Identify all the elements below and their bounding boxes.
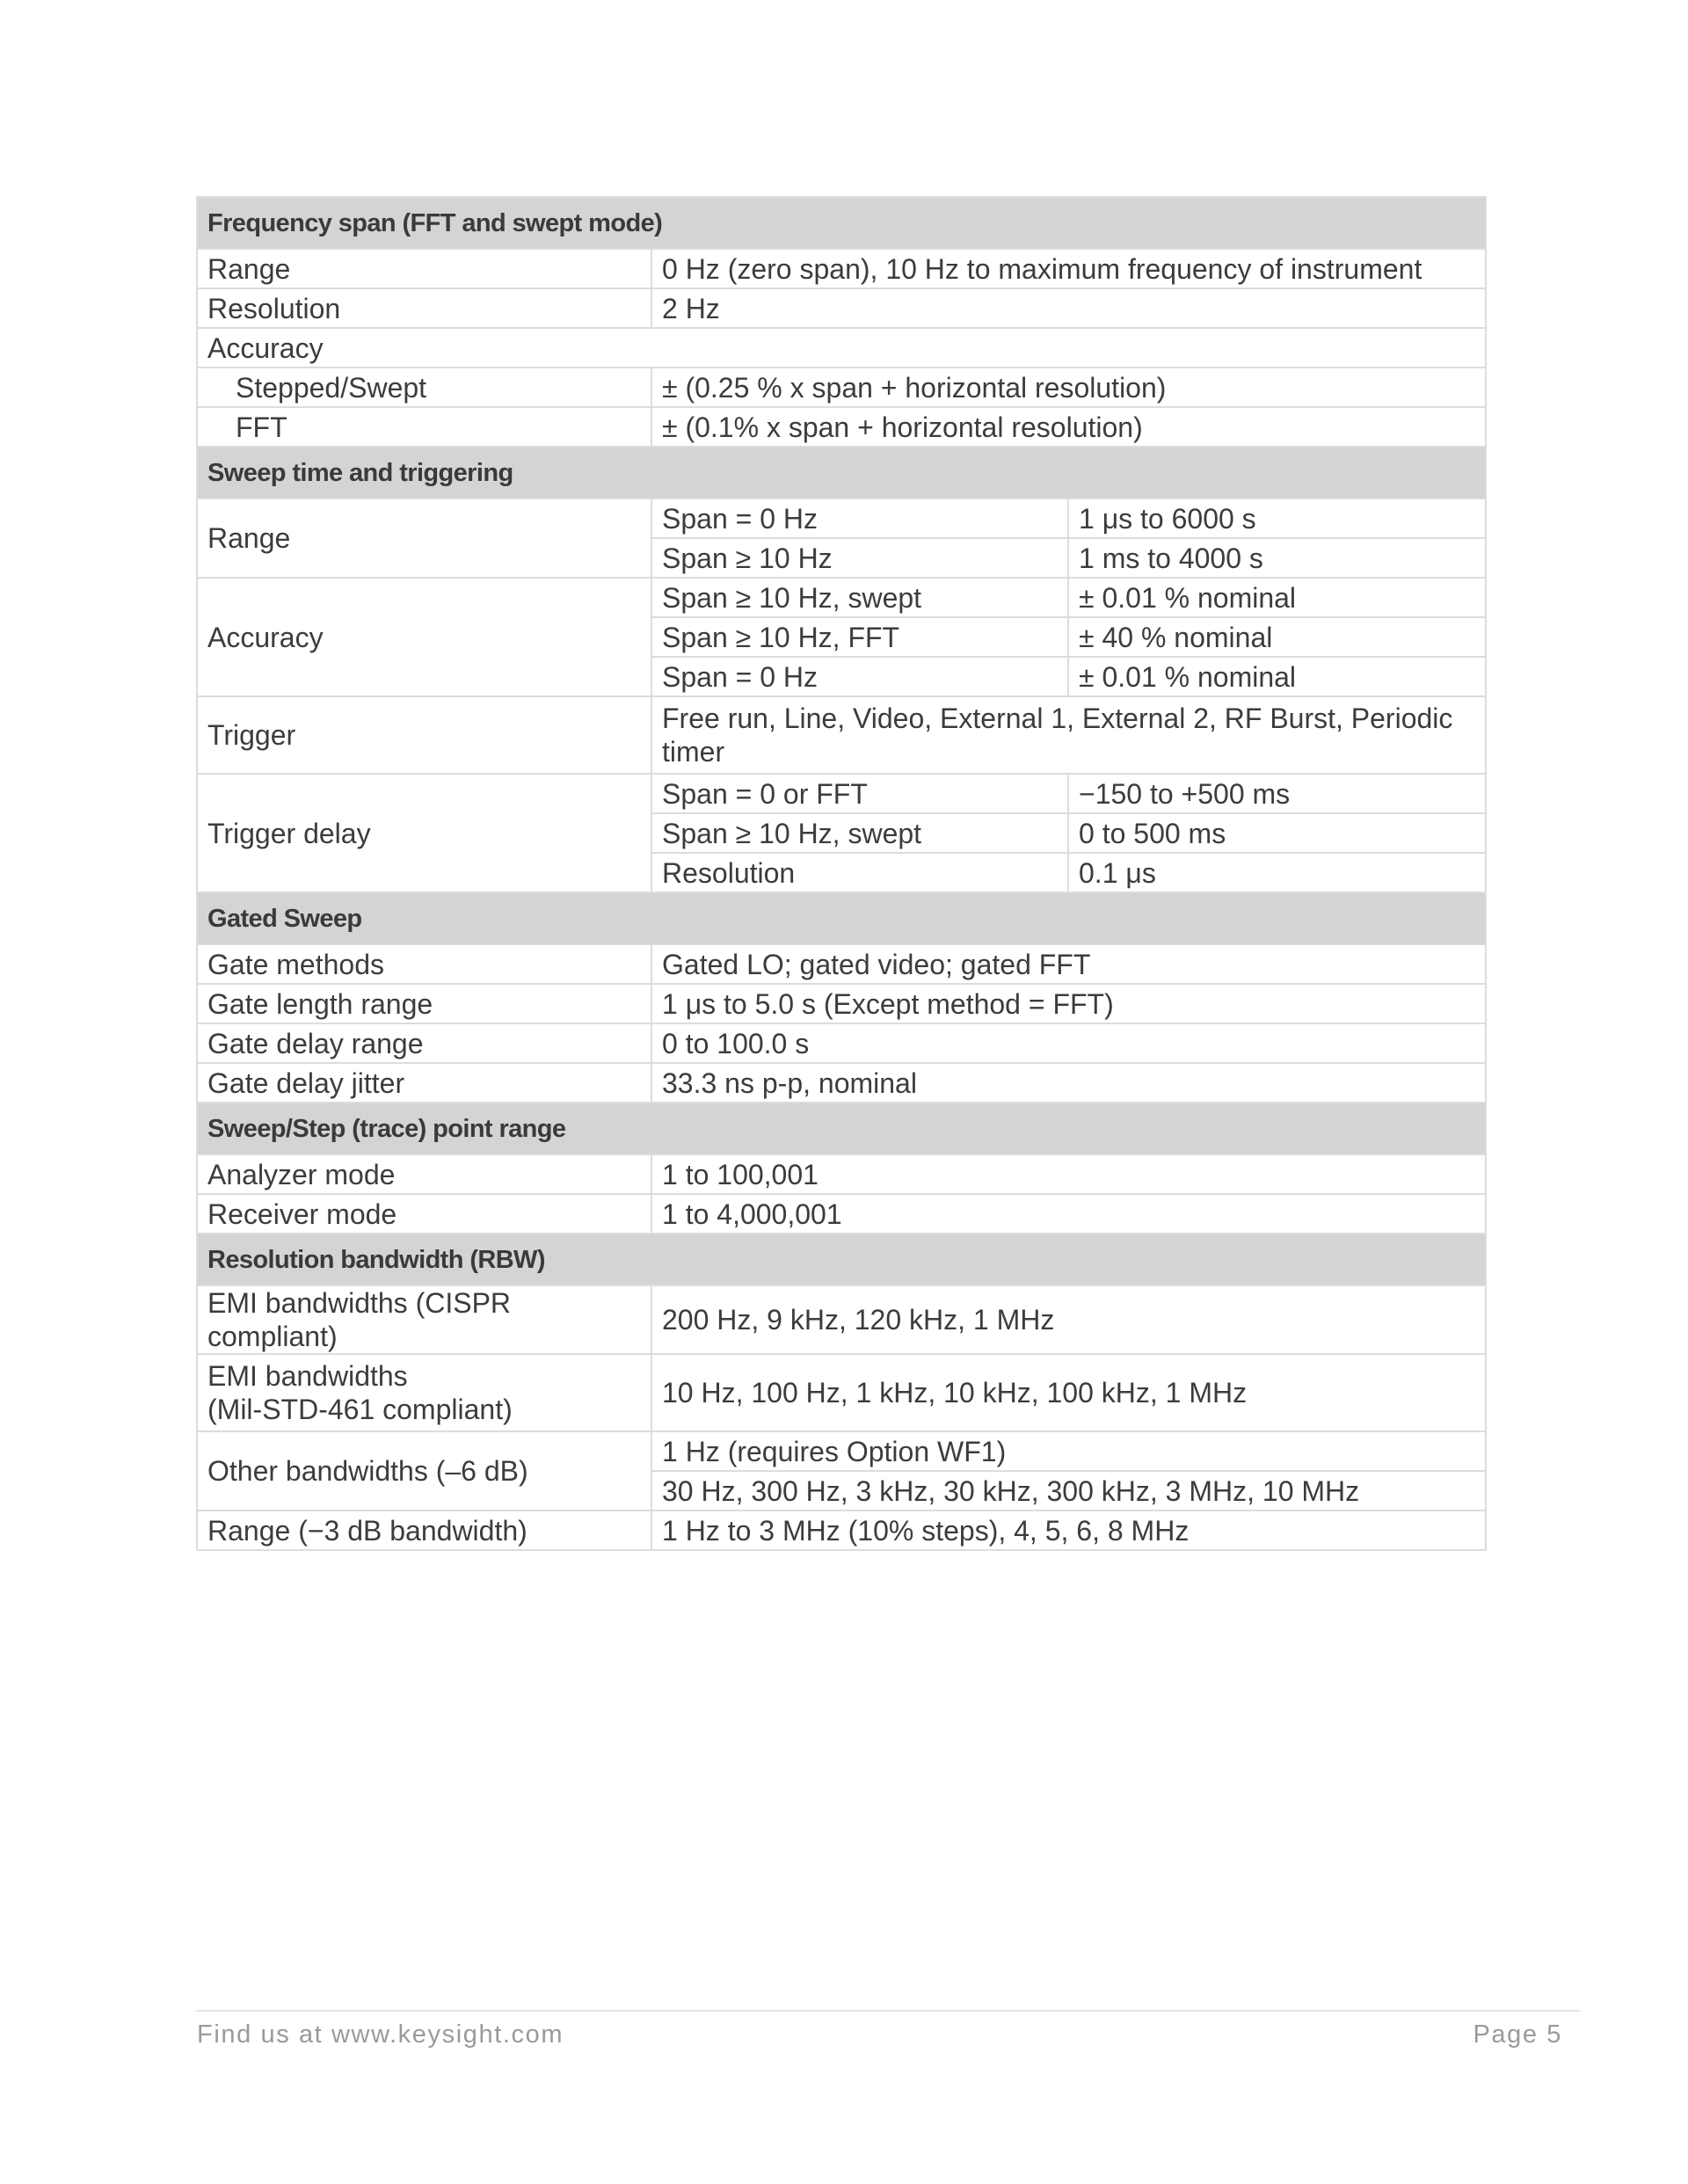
row-value: 0 to 100.0 s xyxy=(651,1023,1486,1063)
row-label: Stepped/Swept xyxy=(197,368,651,407)
row-condition: Resolution xyxy=(651,853,1068,892)
table-row xyxy=(197,1511,1486,1550)
row-label-line-1: EMI bandwidths xyxy=(207,1360,408,1392)
section-title-frequency-span: Frequency span (FFT and swept mode) xyxy=(197,197,1486,249)
row-condition: Span ≥ 10 Hz, swept xyxy=(651,813,1068,853)
row-condition: Span ≥ 10 Hz, FFT xyxy=(651,617,1068,657)
section-title-point-range: Sweep/Step (trace) point range xyxy=(197,1103,1486,1154)
row-label: Trigger delay xyxy=(197,774,651,892)
row-label: Range xyxy=(197,499,651,578)
row-value: 1 to 4,000,001 xyxy=(651,1194,1486,1234)
table-row xyxy=(197,1154,1486,1194)
row-condition: Span = 0 Hz xyxy=(651,657,1068,696)
row-value: 1 μs to 5.0 s (Except method = FFT) xyxy=(651,984,1486,1023)
table-row xyxy=(197,578,1486,617)
row-condition: Span = 0 or FFT xyxy=(651,774,1068,813)
table-row xyxy=(197,499,1486,538)
row-label: EMI bandwidths (CISPR compliant) xyxy=(197,1285,651,1354)
table-row xyxy=(197,328,1486,368)
section-title-gated-sweep: Gated Sweep xyxy=(197,892,1486,944)
row-value: ± (0.1% x span + horizontal resolution) xyxy=(651,407,1486,447)
table-row xyxy=(197,1194,1486,1234)
section-header xyxy=(197,447,1486,499)
row-value: 0 Hz (zero span), 10 Hz to maximum frequency of instrument xyxy=(651,249,1486,288)
table-row xyxy=(197,984,1486,1023)
table-row xyxy=(197,407,1486,447)
row-value: Gated LO; gated video; gated FFT xyxy=(651,944,1486,984)
row-label: Accuracy xyxy=(197,578,651,696)
row-label: FFT xyxy=(197,407,651,447)
table-row xyxy=(197,774,1486,813)
row-value: 33.3 ns p-p, nominal xyxy=(651,1063,1486,1103)
row-value: 0 to 500 ms xyxy=(1068,813,1486,853)
row-value: 200 Hz, 9 kHz, 120 kHz, 1 MHz xyxy=(651,1285,1486,1354)
table-row xyxy=(197,944,1486,984)
row-label: Other bandwidths (–6 dB) xyxy=(197,1431,651,1511)
row-label: Gate length range xyxy=(197,984,651,1023)
table-row xyxy=(197,1354,1486,1431)
section-title-rbw: Resolution bandwidth (RBW) xyxy=(197,1234,1486,1285)
row-label: Accuracy xyxy=(197,328,1486,368)
row-value: 10 Hz, 100 Hz, 1 kHz, 10 kHz, 100 kHz, 1 MHz xyxy=(651,1354,1486,1431)
table-row xyxy=(197,249,1486,288)
section-header xyxy=(197,892,1486,944)
section-header xyxy=(197,1103,1486,1154)
row-value: ± 0.01 % nominal xyxy=(1068,657,1486,696)
row-value: 0.1 μs xyxy=(1068,853,1486,892)
section-header xyxy=(197,197,1486,249)
row-condition: Span ≥ 10 Hz xyxy=(651,538,1068,578)
row-label: Resolution xyxy=(197,288,651,328)
table-row xyxy=(197,1285,1486,1354)
table-row xyxy=(197,288,1486,328)
row-label: Range (−3 dB bandwidth) xyxy=(197,1511,651,1550)
row-value: −150 to +500 ms xyxy=(1068,774,1486,813)
row-value: 1 Hz to 3 MHz (10% steps), 4, 5, 6, 8 MHz xyxy=(651,1511,1486,1550)
row-label: Analyzer mode xyxy=(197,1154,651,1194)
row-value: ± 40 % nominal xyxy=(1068,617,1486,657)
footer-divider xyxy=(196,2010,1580,2012)
row-label: Gate delay jitter xyxy=(197,1063,651,1103)
table-row xyxy=(197,1023,1486,1063)
row-value: ± 0.01 % nominal xyxy=(1068,578,1486,617)
row-label: Trigger xyxy=(197,696,651,774)
footer-website: Find us at www.keysight.com xyxy=(197,2020,564,2049)
row-value: 1 ms to 4000 s xyxy=(1068,538,1486,578)
spec-table xyxy=(196,196,1487,1551)
table-row xyxy=(197,1431,1486,1471)
row-value: 1 Hz (requires Option WF1) xyxy=(651,1431,1486,1471)
row-value: 1 to 100,001 xyxy=(651,1154,1486,1194)
row-value: 1 μs to 6000 s xyxy=(1068,499,1486,538)
row-condition: Span = 0 Hz xyxy=(651,499,1068,538)
row-label: Receiver mode xyxy=(197,1194,651,1234)
row-value: ± (0.25 % x span + horizontal resolution) xyxy=(651,368,1486,407)
row-value: 2 Hz xyxy=(651,288,1486,328)
table-row xyxy=(197,696,1486,774)
row-condition: Span ≥ 10 Hz, swept xyxy=(651,578,1068,617)
row-label xyxy=(197,1354,651,1431)
row-label: Gate methods xyxy=(197,944,651,984)
row-label: Gate delay range xyxy=(197,1023,651,1063)
table-row xyxy=(197,368,1486,407)
section-header xyxy=(197,1234,1486,1285)
row-label-line-2: (Mil-STD-461 compliant) xyxy=(207,1394,513,1425)
section-title-sweep-time: Sweep time and triggering xyxy=(197,447,1486,499)
row-label: Range xyxy=(197,249,651,288)
table-row xyxy=(197,1063,1486,1103)
page-number: Page 5 xyxy=(1473,2020,1562,2049)
row-value: 30 Hz, 300 Hz, 3 kHz, 30 kHz, 300 kHz, 3 MHz, 10 MHz xyxy=(651,1471,1486,1511)
row-value: Free run, Line, Video, External 1, External 2, RF Burst, Periodic timer xyxy=(651,696,1486,774)
